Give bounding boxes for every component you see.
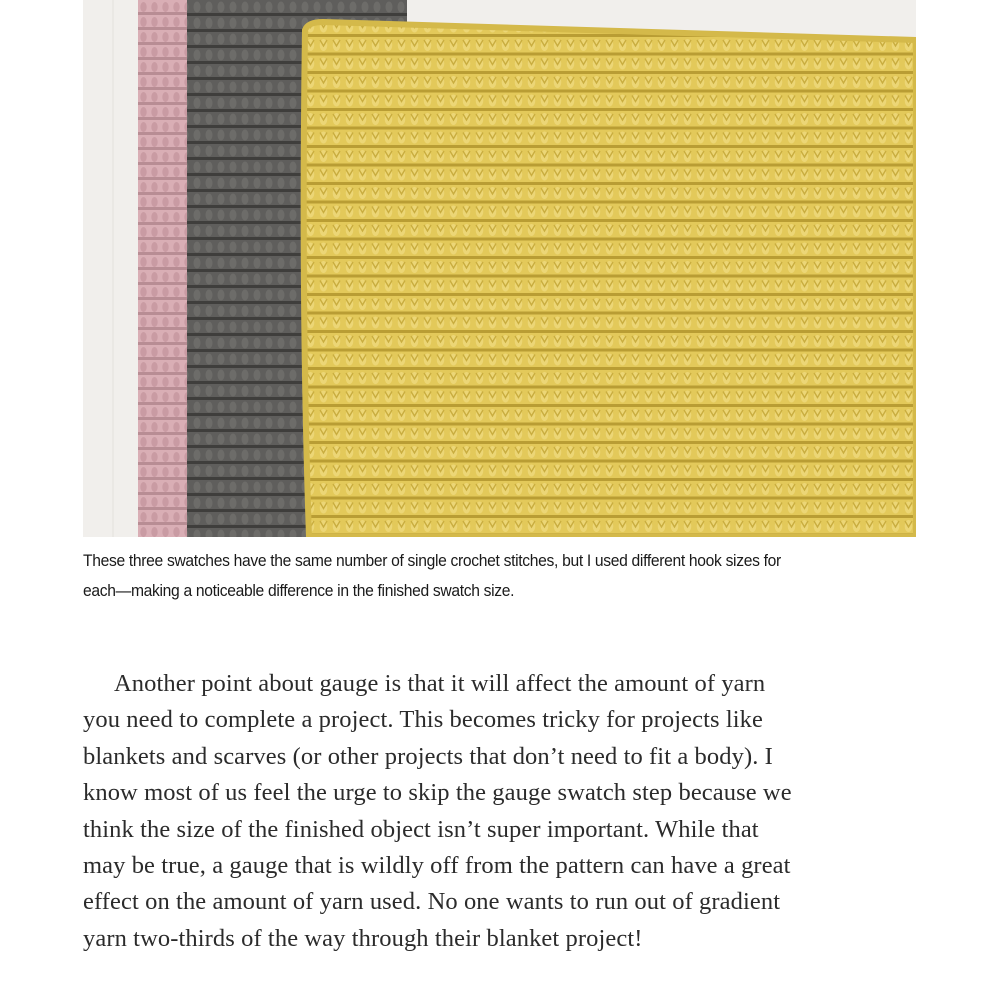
crochet-swatches-photo [83, 0, 916, 537]
paragraph-line: know most of us feel the urge to skip the gauge swatch step because we [83, 779, 792, 807]
yellow-swatch [304, 22, 916, 537]
paragraph-line: effect on the amount of yarn used. No one wants to run out of gradient [83, 888, 781, 916]
paragraph-line: Another point about gauge is that it will affect the amount of yarn [114, 670, 766, 697]
figure-caption [83, 546, 856, 606]
paragraph-line: yarn two-thirds of the way through their blanket project! [83, 924, 643, 952]
paragraph-line: think the size of the finished object isn’t super important. While that [83, 815, 759, 843]
paragraph-line: may be true, a gauge that is wildly off from the pattern can have a great [83, 852, 791, 880]
paragraph-line: you need to complete a project. This becomes tricky for projects like [83, 706, 763, 734]
paragraph-line: blankets and scarves (or other projects that don’t need to fit a body). I [83, 742, 773, 770]
body-paragraph [83, 666, 923, 957]
caption-line: These three swatches have the same number of single crochet stitches, but I used different hook sizes for [83, 551, 781, 570]
caption-line: each—making a noticeable difference in the finished swatch size. [83, 581, 515, 600]
